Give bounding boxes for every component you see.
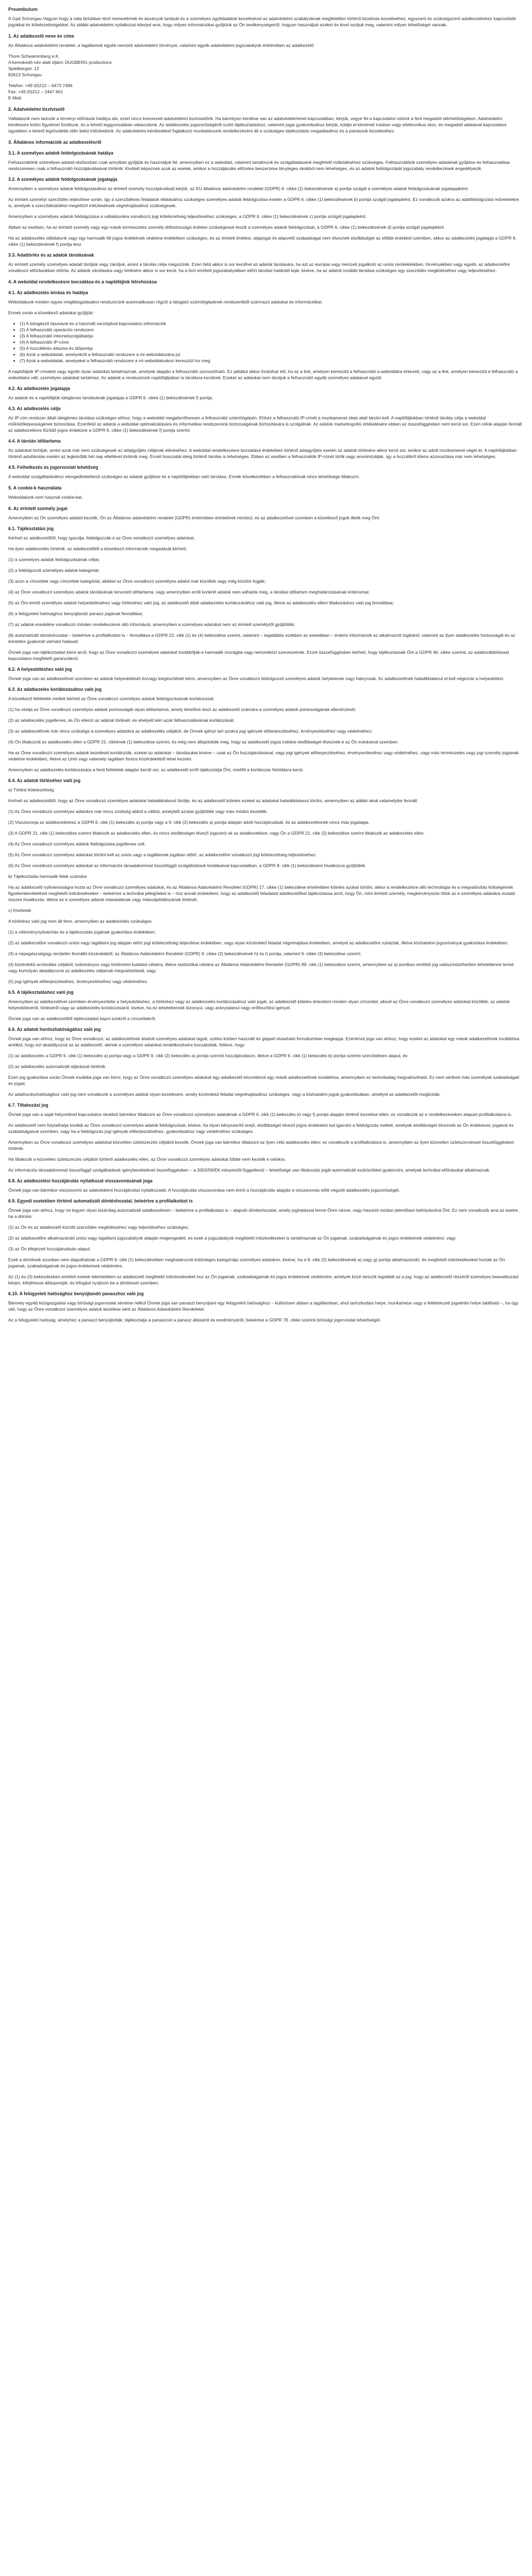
paragraph: Az adathordozhatósághoz való jog nem vonatkozik a személyes adatok olyan kezelésére, amely közérdekű feladat végrehajtásához szükséges, vagy a közhatalmi jogok gyakorlásában, amellyel az adatkezelőt megbízták.: [8, 1092, 441, 1097]
paragraph: Amennyiben az adatkezelővel szemben érvényesítette a helyesbítéshez, a törléshez vagy az adatkezelés korlátozásához való jogát, az adatkezelő köteles értesíteni minden olyan címzettet, akivel az Önre vonatkozó személyes adatokat közölték, az adatok helyesbítéséről, törléséről vagy az adatkezelés korlátozásáról, kivéve, ha ez lehetetlennek bizonyul, vagy aránytalanul nagy erőfeszítést igényel.: [8, 999, 510, 1010]
paragraph: Ennek során a következő adatokat gyűjtjük:: [8, 310, 94, 315]
address-line: 82613 Schongau: [8, 72, 42, 77]
paragraph: (5) Az Önre vonatkozó személyes adatokat törölni kell az uniós vagy a tagállamok jogában előírt, az adatkezelőre vonatkozó jogi kötelezettség teljesítéséhez.: [8, 852, 317, 857]
paragraph: A törléshez való jog nem áll fenn, amennyiben az adatkezelés szükséges: [8, 919, 152, 924]
paragraph: Az a felügyeleti hatóság, amelyhez a panaszt benyújtották, tájékoztatja a panaszost a panasz állásáról és eredményéről, beleértve a GDPR 78. cikke szerinti bírósági jogorvoslat lehetőségét.: [8, 1317, 381, 1323]
subsection-heading: 6.7. Tiltakozási jog: [8, 1103, 48, 1108]
paragraph: Kérheti az adatkezelőtől, hogy az Önre vonatkozó személyes adatokat haladéktalanul törölje, és az adatkezelő köteles ezeket az adatokat haladéktalanul törölni, amennyiben az alábbi okok valamelyike fennáll:: [8, 798, 418, 803]
paragraph: (4) Ön tiltakozott az adatkezelés ellen a GDPR 21. cikkének (1) bekezdése szerint, és még nem állapították meg, hogy az adatkezelő jogos indokai elsőbbséget élveznek-e az Ön indokaival szemben.: [8, 739, 399, 744]
subsection-heading: 6.2. A helyesbítéshez való jog: [8, 667, 72, 672]
paragraph: (2) az adatkezelőre vonatkozó uniós vagy tagállami jog alapján előírt jogi kötelezettség teljesítése érdekében, vagy olyan közérdekű feladat végrehajtása érdekében, amelyet az adatkezelőre ruháztak, illetve közhatalmi jogosítványai gyakorlása érdekében;: [8, 940, 508, 945]
paragraph: Felhasználóink személyes adatait elsősorban csak annyiban gyűjtjük és használjuk fel, amennyiben ez a weboldal, valamint tartalmunk és szolgáltatásaink megfelelő működéséhez szükséges. Felhasználóink személyes adatainak gyűjtése és felhasználása rendszeresen csak a felhasználó hozzájárulásával történik. Kivételt képeznek azok az esetek, amikor a hozzájárulás előzetes beszerzése tényleges okokból nem lehetséges, és az adatok feldolgozását jogszabály rendelkezések engedélyezik.: [8, 160, 510, 171]
paragraph: b) Tájékoztatás harmadik felek számára: [8, 874, 87, 879]
list-item: • (7) Azok a weboldalak, amelyeket a felhasználó rendszere a mi weboldalunkon keresztül hív meg: [20, 358, 524, 364]
paragraph: Az (1) és (3) bekezdésben említett esetek tekintetében az adatkezelő megfelelő intézkedéseket hoz az Ön jogainak, szabadságainak és jogos érdekeinek védelmére, amelyek közé tartozik legalább az a jog, hogy az adatkezelő részéről személyes beavatkozást kérjen, kifejthesse álláspontját, és kifogást nyújtson be a döntéssel szemben.: [8, 1274, 519, 1285]
paragraph: (3) A GDPR 21. cikk (1) bekezdése szerint tiltakozik az adatkezelés ellen, és nincs elsőbbséget élvező jogszerű ok az adatkezelésre, vagy Ön a GDPR 21. cikk (2) bekezdése szerint tiltakozik az adatkezelés ellen.: [8, 831, 425, 836]
paragraph: Amennyiben a személyes adatok feldolgozásához az érintett személy hozzájárulását kérjük, az EU általános adatvédelmi rendelet (GDPR) 6. cikke (1) bekezdésének a) pontja szolgál a személyes adatok feldolgozásának jogalapjaként.: [8, 186, 469, 191]
paragraph: (1) Az Önre vonatkozó személyes adatokra már nincs szükség abból a célból, amelyből azokat gyűjtötték vagy más módon kezelték.: [8, 809, 268, 814]
subsection-heading: 3.2. A személyes adatok feldolgozásának jogalapja: [8, 177, 118, 182]
paragraph: (2) Visszavonja az adatkezeléshez a GDPR 6. cikk (1) bekezdés a) pontja vagy a 9. cikk (2) bekezdés a) pontja alapján adott hozzájárulását, és az adatkezelésnek nincs más jogalapja.: [8, 820, 370, 825]
address-line: Telefon: +49 (0)212 – 6473 7496: [8, 83, 73, 88]
paragraph: (1) ha vitatja az Önre vonatkozó személyes adatok pontosságát olyan időtartamra, amely lehetővé teszi az adatkezelő számára a személyes adatok pontosságának ellenőrzését;: [8, 707, 356, 712]
subsection-heading: 4.2. Az adatkezelés jogalapja: [8, 386, 70, 391]
paragraph: a) Törlési kötelezettség: [8, 787, 54, 792]
paragraph: (5) jogi igények előterjesztéséhez, érvényesítéséhez vagy védelméhez.: [8, 979, 148, 984]
subsection-heading: 6.1. Tájékoztatási jog: [8, 526, 54, 531]
address-block: [8, 53, 524, 78]
paragraph: A naplófájlok IP-címeket vagy egyéb olyan adatokat tartalmaznak, amelyek alapján a felhasználó azonosítható. Ez például akkor fordulhat elő, ha az a link, amelyen keresztül a felhasználó a weboldalra érkezett, vagy az a link, amelyen keresztül a felhasználó a weboldalra vált, személyes adatokat tartalmaz. Az adatok a rendszerünk naplófájljaiban is tárolásra kerülnek. Ezeket az adatokat nem tároljuk a felhasználó egyéb személyes adataival együtt.: [8, 369, 518, 380]
subsection-heading: 4.1. Az adatkezelés leírása és hatálya: [8, 290, 88, 295]
document-title: Preambulum: [8, 6, 38, 12]
paragraph: (1) az adatkezelés a GDPR 6. cikk (1) bekezdés a) pontja vagy a GDPR 9. cikk (2) bekezdés a) pontja szerinti hozzájáruláson, illetve a GDPR 6. cikk (1) bekezdés b) pontja szerinti szerződésen alapul, és: [8, 1053, 408, 1058]
paragraph: Az információs társadalommal összefüggő szolgáltatások igénybevételével összefüggésben – a 2002/58/EK irányelvtől függetlenül – lehetősége van tiltakozási jogát automatizált eszközökkel gyakorolni, amelyek technikai előírásokat alkalmaznak.: [8, 1167, 491, 1173]
paragraph: Ha tiltakozik a közvetlen üzletszerzés céljából történő adatkezelés ellen, az Önre vonatkozó személyes adatokat többé nem kezelik e célokra.: [8, 1157, 286, 1162]
paragraph: Bármely egyéb közigazgatási vagy bírósági jogorvoslat sérelme nélkül Önnek joga van panaszt benyújtani egy felügyeleti hatósághoz – különösen abban a tagállamban, ahol tartózkodási helye, munkahelye vagy a feltételezett jogsértés helye található –, ha úgy véli, hogy az Önre vonatkozó személyes adatok kezelése sérti az Általános Adatvédelmi Rendeletet.: [8, 1300, 519, 1312]
section-heading: 1. Az adatkezelő neve és címe: [8, 33, 74, 39]
paragraph: Vállalatunk nem tartozik a törvényi előírások hatálya alá, ezért nincs kinevezett adatvédelmi tisztviselőnk. Ha bármilyen kérdése van az adatvédelemmel kapcsolatban, kérjük, vegye fel a kapcsolatot velünk a fent megadott elérhetőségeken. Adatvédelmi kérdéseire külön figyelmet fordítunk, és a lehető leggyorsabban válaszolunk. Az adatkezelés jogszerűségéről szóló tájékoztatáshoz, valamint jogai gyakorlásához kérjük, küldje el kérelmét írásban vagy elektronikus úton, és megadott adataival kapcsolatos ügyekben a lehető legrövidebb időn belül intézkedünk. Az adatvédelmi kérdésekkel foglalkozó munkatársunk rendelkezésére áll a szükséges tájékoztatás megadásához és a panaszok kezeléséhez.: [8, 116, 507, 133]
paragraph: Ezen jog gyakorlása során Önnek továbbá joga van kérni, hogy az Önre vonatkozó személyes adatokat egy adatkezelő közvetlenül egy másik adatkezelőnek továbbítsa, amennyiben ez technikailag megvalósítható. Ez nem sértheti más személyek szabadságait és jogait.: [8, 1075, 520, 1086]
paragraph: A Gpd Schongau Vagyon hogy a nála birtokban lévő nemesfémek és ásványok tartását és a személyes ügyfeladatok kezelésével az adatvédelmi szabályoknak megfelelően történő bizalmas kezeléséhez, egyszerű és szükségszerű adatkezeléshez kapcsolódó jogokkal és kötelezettségekkel. Az alábbi adatvédelmi nyilatkozat kiterjed arra, hogy milyen információkat gyűjtünk az Ön tevékenységeiről, hogyan használjuk ezeket és kivel osztjuk meg, valamint milyen lehetőségei vannak.: [8, 16, 516, 27]
paragraph: Az érintett személy személyes adatait töröljük vagy zároljuk, amint a tárolás célja megszűnik. Ezen felül akkor is sor kerülhet az adatok tárolására, ha azt az európai vagy nemzeti jogalkotó az uniós rendeletekben, törvényekben vagy egyéb, az adatkezelőre vonatkozó előírásokban előírta. Az adatok zárolására vagy törlésére akkor is sor kerül, ha a fent említett jogszabályokban előírt tárolási határidő lejár, kivéve, ha az adatok további tárolása szükséges egy szerződés megkötéséhez vagy teljesítéséhez.: [8, 262, 510, 273]
list-item: • (5) A hozzáférés dátuma és időpontja: [20, 345, 524, 351]
subsection-heading: 4.4. A tárolás időtartama: [8, 438, 61, 444]
address-line: E-Mail:: [8, 95, 22, 100]
paragraph: Weboldalunk nem használ cookie-kat.: [8, 495, 83, 500]
paragraph: (3) az adatkezelőnek már nincs szüksége a személyes adatokra az adatkezelés céljából, de Önnek igényt tart azokra jogi igények előterjesztéséhez, érvényesítéséhez vagy védelméhez;: [8, 728, 373, 734]
address-line: A kereskedő név alatt eljáró: DUGBERG productions: [8, 60, 112, 65]
list-item: • (6) Azok a weboldalak, amelyekről a felhasználó rendszere a mi weboldalunkra jut: [20, 351, 524, 358]
paragraph: Az adatokat töröljük, amint azok már nem szükségesek az adatgyűjtés céljának eléréséhez. A weboldal rendelkezésre bocsátásá érdekében történő adatgyűjtés esetén az adatok törlésére akkor kerül sor, amikor az adott munkamenet véget ér. A naplófájlokban történő adattárolás esetén az legkésőbb hét nap elteltével történik meg. Ennél hosszabb ideig történő tárolás is lehetséges. Ebben az esetben a felhasználók IP-címét törlik vagy anonimizálják, így a hozzáférő kliens azonosítása már nem lehetséges.: [8, 448, 517, 459]
paragraph: c) Kivételek: [8, 908, 31, 913]
subsection-heading: 6.9. Egyedi esetekben történő automatizált döntéshozatal, beleértve a profilalkotást is: [8, 1198, 193, 1204]
paragraph: (2) a feldolgozott személyes adatok kategóriái;: [8, 568, 100, 573]
paragraph: Ezek a döntések azonban nem alapulhatnak a GDPR 9. cikk (1) bekezdésében meghatározott különleges kategóriájú személyes adatokon, kivéve, ha a 9. cikk (2) bekezdésének a) vagy g) pontja alkalmazandó, és megfelelő intézkedéseket hoztak az Ön jogainak, szabadságainak és jogos érdekeinek védelmére.: [8, 1257, 505, 1268]
paragraph: Az adatok és a naplófájlok ideiglenes tárolásának jogalapja a GDPR 6. cikke (1) bekezdésének f) pontja.: [8, 395, 213, 400]
paragraph: Az adatkezelő nem folytathatja tovább az Önre vonatkozó személyes adatok feldolgozását, kivéve, ha olyan kényszerítő erejű, elsőbbséget élvező jogos érdekeket tud igazolni a feldolgozás mellett, amelyek elsőbbséget élveznek az Ön érdekeivel, jogaival és szabadságaival szemben, vagy ha a feldolgozás jogi igények előterjesztéséhez, gyakorlásához vagy védelméhez szükséges.: [8, 1123, 514, 1134]
paragraph: Ha az adatkezelő nyilvánosságra hozta az Önre vonatkozó személyes adatokat, és az Általános Adatvédelmi Rendelet (GDPR) 17. cikke (1) bekezdése értelmében köteles azokat törölni, akkor a rendelkezésre álló technológia és a megvalósítás költségeinek figyelembevételével megfelelő intézkedéseket – beleértve a technikai jellegűeket is – hoz annak érdekében, hogy az adatkezelő feladatait adatkezelőket tájékoztassa arról, hogy Ön, mint érintett személy, megkérvényezte tőlük az e személyes adatokra mutató összes hivatkozás, illetve az e személyes adatok másolatának vagy másodpéldányának törlését.: [8, 885, 516, 902]
section-heading: 6. Az érintett személy jogai: [8, 506, 68, 511]
paragraph: A következő feltételek mellett kérheti az Önre vonatkozó személyes adatok feldolgozásának korlátozását:: [8, 696, 215, 701]
paragraph: (3) a népegészségügy területén fennálló közérdekből, az Általános Adatvédelmi Rendelet (GDPR) 9. cikke (2) bekezdésének h) és i) pontja, valamint 9. cikke (3) bekezdése szerint;: [8, 951, 361, 956]
paragraph: Önnek joga van tájékoztatást kérni arról, hogy az Önre vonatkozó személyes adatokat továbbítják-e harmadik országba vagy nemzetközi szervezetnek. Ezzel összefüggésben kérheti, hogy tájékoztassák Önt a GDPR 46. cikke szerinti, az adattovábbítással kapcsolatos megfelelő garanciákról.: [8, 650, 509, 661]
paragraph: Abban az esetben, ha az érintett személy vagy egy másik természetes személy létfontosságú érdekei szükségessé teszik a személyes adatok feldolgozását, a GDPR 6. cikke (1) bekezdésének d) pontja szolgál jogalapként.: [8, 225, 445, 230]
paragraph: Weboldalunk minden egyes meglátogatásakor rendszerünk automatikusan rögzíti a látogató számítógépének rendszeréből származó adatokat és információkat.: [8, 299, 323, 304]
paragraph: Amennyiben az Ön személyes adatait kezelik, Ön az Általános adatvédelmi rendelet (GDPR) értelmében érintettnek minősül, és az adatkezelővel szemben a következő jogok illetik meg Önt:: [8, 515, 380, 520]
section-heading: 3. Általános információk az adatkezelésről: [8, 140, 102, 145]
paragraph: Ha az Önre vonatkozó személyes adatok kezelését korlátozták, ezeket az adatokat – tárolásukat kivéve – csak az Ön hozzájárulásával, vagy jogi igények előterjesztéséhez, érvényesítéséhez vagy védelméhez, vagy más természetes vagy jogi személy jogainak védelme érdekében, illetve az Unió vagy valamely tagállam fontos közérdekéből lehet kezelni.: [8, 750, 519, 761]
paragraph: Önnek joga van a saját helyzetével kapcsolatos okokból bármikor tiltakozni az Önre vonatkozó személyes adatoknak a GDPR 6. cikk (1) bekezdés e) vagy f) pontja alapján történő kezelése ellen; ez vonatkozik az e rendelkezéseken alapuló profilalkotásra is.: [8, 1112, 512, 1117]
subsection-heading: 6.6. Az adatok hordozhatóságához való jog: [8, 1027, 101, 1032]
paragraph: (3) azon a címzettek vagy címzettek kategóriái, akikkel az Önre vonatkozó személyes adatot már közölték vagy még közölni fogják;: [8, 579, 266, 584]
paragraph: (2) az adatkezelőre alkalmazandó uniós vagy tagállami jogszabályok alapján megengedett, és ezek a jogszabályok megfelelő intézkedéseket is tartalmaznak az Ön jogainak, szabadságainak és jogos érdekeinek védelmére; vagy: [8, 1235, 456, 1241]
subsection-heading: 3.3. Adattörlés és az adatok tárolásának: [8, 252, 94, 258]
paragraph: Önnek joga van bármikor visszavonni az adatvédelmi hozzájárulási nyilatkozatát. A hozzájárulás visszavonása nem érinti a hozzájárulás alapján a visszavonás előtt végzett adatkezelés jogszerűségét.: [8, 1188, 400, 1193]
paragraph: A weboldal szolgáltatásához elengedhetetlenül szükséges az adatok gyűjtése és a naplófájlokban való tárolása. Ennek következtében a felhasználónak nincs lehetősége tiltakozni.: [8, 474, 360, 479]
subsection-heading: 3.1. A személyes adatok feldolgozásának hatálya: [8, 150, 113, 156]
paragraph: (4) Az Önre vonatkozó személyes adatok feldolgozása jogellenes volt.: [8, 841, 146, 846]
paragraph: Önnek joga van az adatkezelőtől tájékoztatást kapni ezekről a címzettekről.: [8, 1016, 156, 1021]
subsection-heading: 6.5. A tájékoztatáshoz való jog: [8, 990, 74, 995]
paragraph: Az Általános adatvédelmi rendelet, a tagállamok egyéb nemzeti adatvédelmi törvényei, valamint egyéb adatvédelmi jogszabályok értelmében az adatkezelő:: [8, 43, 315, 48]
paragraph: (6) Az Önre vonatkozó személyes adatokat az információs társadalommal összefüggő szolgáltatások kínálásával kapcsolatban, a GDPR 8. cikk (1) bekezdésére hivatkozva gyűjtötték.: [8, 863, 367, 868]
paragraph: (4) közérdekű archiválás céljából, tudományos vagy történelmi kutatási célokra, illetve statisztikai célokra az Általános Adatvédelmi Rendelet (GDPR) 89. cikk (1) bekezdése szerint, amennyiben az a) pontban említett jog valószínűsíthetően lehetetlenné tenné vagy komolyan akadályozná az adatkezelés céljainak megvalósítását, vagy: [8, 962, 514, 973]
paragraph: (5) az Önt érintő személyes adatok helyesbítéséhez vagy törléséhez való jog, az adatkezelő általi adatkezelés korlátozásához való jog, illetve az adatkezelés elleni tiltakozáshoz való jog fennállása;: [8, 600, 394, 605]
address-line: Spielbergstr. 12: [8, 66, 39, 71]
paragraph: Ha az adatkezelés vállalatunk vagy egy harmadik fél jogos érdekének védelme érdekében szükséges, és az érintett érdekei, alapjogai és alapvető szabadságai nem élveznek elsőbbséget az előbbi érdekkel szemben, akkor az adatkezelés jogalapja a GDPR 6. cikke (1) bekezdésének f) pontja lesz.: [8, 235, 517, 247]
paragraph: Az IP-cím rendszer általi ideiglenes tárolása szükséges ahhoz, hogy a weboldal megjeleníthessen a felhasználó számítógépén. Ehhez a felhasználó IP-címét a munkamenet ideje alatt tárolni kell. A naplófájlokban történő tárolás célja a weboldal működőképességének biztosítása. Ezenfelül az adatok a weboldal optimalizálására és informatikai rendszereink biztonságának biztosítására is szolgálnak. Az adatok marketingcélú értékelésére ebben az összefüggésben nem kerül sor. Ezen célok alapján fennáll az adatkezelésre fűződő jogos érdekünk a GDPR 6. cikke (1) bekezdésének f) pontja szerint.: [8, 415, 522, 433]
paragraph: (6) a felügyeleti hatósághoz benyújtandó panasz jogának fennállása;: [8, 611, 143, 616]
subsection-heading: 6.4. Az adatok törléséhez való jog: [8, 778, 80, 783]
paragraph: (2) az adatkezelés automatizált eljárással történik.: [8, 1064, 107, 1069]
document-body: [8, 15, 524, 1323]
paragraph: (1) a véleménynyilvánítás és a tájékozódás jogának gyakorlása érdekében;: [8, 929, 156, 935]
paragraph: Amennyiben az adatkezelés korlátozására a fenti feltételek alapján került sor, az adatkezelő erről tájékoztatja Önt, mielőtt a korlátozás feloldásra kerül.: [8, 767, 304, 772]
section-heading: 2. Adatvédelmi tisztviselő: [8, 107, 65, 112]
list-item: • (3) A felhasználó internetszolgáltatója: [20, 333, 524, 339]
subsection-heading: 6.10. A felügyeleti hatósághoz benyújtandó panaszhoz való jog: [8, 1291, 144, 1296]
list-item: • (1) A böngésző típusával és a használt verziójával kapcsolatos információk: [20, 320, 524, 327]
list-item: • (2) A felhasználó operációs rendszere: [20, 327, 524, 333]
address-line: Fax: +49 (0)212 – 2447 661: [8, 89, 63, 94]
section-heading: 5. A cookie-k használata: [8, 485, 62, 490]
paragraph: Kérheti az adatkezelőtől, hogy igazolja, feldolgozzák-e az Önre vonatkozó személyes adatokat.: [8, 535, 195, 540]
list-item: • (4) A felhasználó IP-címe: [20, 339, 524, 345]
subsection-heading: 6.3. Az adatkezelés korlátozásához való jog: [8, 687, 102, 692]
paragraph: Önnek joga van ahhoz, hogy ne legyen olyan kizárólag automatizált adatkezelésen – beleértve a profilalkotást is – alapuló döntéshozatal, amely joghatással lenne Önre nézve, vagy hasonló módon jelentősen befolyásolná Önt. Ez nem vonatkozik arra az esetre, ha a döntés:: [8, 1208, 519, 1219]
address-line: Thore Schwammberg e.K.: [8, 54, 60, 59]
address-block: [8, 82, 524, 101]
bullet-list: [8, 320, 524, 364]
subsection-heading: 4.3. Az adatkezelés célja: [8, 406, 61, 411]
paragraph: (2) az adatkezelés jogellenes, és Ön ellenzi az adatok törlését, és ehelyett kéri azok felhasználásának korlátozását;: [8, 718, 235, 723]
paragraph: (4) az Önre vonatkozó személyes adatok tárolásának tervezett időtartama, vagy amennyiben erről konkrét adatok nem adhatók meg, a tárolási időtartam meghatározásának kritériumai;: [8, 589, 370, 595]
paragraph: Az érintett személyt szerződés teljesítése során, így a szerződéses feladatok ellátásához szükséges személyes adatok feldolgozása esetén a GDPR 6. cikke (1) bekezdésének b) pontja szolgál jogalapként. Ez vonatkozik azokra az adatfeldolgozási műveletekre is, amelyek a szerződéskötést megelőző intézkedések végrehajtásához szükségesek.: [8, 197, 519, 208]
paragraph: Önnek joga van az adatkezelővel szemben az adatok helyesbítését és/vagy kiegészítését kérni, amennyiben az Önre vonatkozó feldolgozott személyes adatok helytelenek vagy hiányosak. Az adatkezelőnek haladéktalanul el kell végeznie a helyesbítést.: [8, 676, 505, 681]
paragraph: (8) automatizált döntéshozatal – beleértve a profilalkotást is – fennállása a GDPR 22. cikk (1) és (4) bekezdése szerint, valamint – legalábbis ezekben az esetekben – érdemi információk az alkalmazott logikáról, valamint az ilyen adatkezelés fontosságát és az érintettre gyakorolt várható hatásait.: [8, 633, 516, 644]
paragraph: (7) az adatok eredetére vonatkozó minden rendelkezésre álló információ, amennyiben a személyes adatokat nem az érintett személytől gyűjtötték;: [8, 622, 295, 627]
section-heading: 4. A weboldal rendelkezésre bocsátása és a naplófájlok létrehozása: [8, 279, 157, 284]
paragraph: (3) az Ön kifejezett hozzájárulásán alapul.: [8, 1246, 91, 1251]
paragraph: Önnek joga van ahhoz, hogy az Önre vonatkozó, az adatkezelőnek átadott személyes adatokat tagolt, széles körben használt és géppel olvasható formátumban megkapja. Ezenkívül joga van ahhoz, hogy ezeket az adatokat egy másik adatkezelőnek továbbítsa anélkül, hogy ezt akadályozná az az adatkezelő, akinek a személyes adatokat rendelkezésére bocsátották, feltéve, hogy: [8, 1036, 520, 1047]
paragraph: (1) az Ön és az adatkezelő közötti szerződés megkötéséhez vagy teljesítéséhez szükséges;: [8, 1225, 189, 1230]
paragraph: Amennyiben a személyes adatok feldolgozása a vállalatunkra vonatkozó jogi kötelezettség teljesítéséhez szükséges, a GDPR 6. cikke (1) bekezdésének c) pontja szolgál jogalapként.: [8, 214, 367, 219]
subsection-heading: 6.8. Az adatkezelési hozzájárulás nyilatkozat visszavonásának joga: [8, 1178, 153, 1183]
paragraph: Amennyiben az Önre vonatkozó személyes adatokat közvetlen üzletszerzés céljából kezelik, Önnek joga van bármikor tiltakozni az ilyen célú adatkezelés ellen; ez vonatkozik a profilalkotásra is, amennyiben az ilyen közvetlen üzletszerzéssel összefüggésben történik.: [8, 1140, 514, 1151]
paragraph: (1) a személyes adatok feldolgozásának céljai;: [8, 557, 100, 562]
paragraph: Ha ilyen adatkezelés történik, az adatkezelőtől a következő információk megadását kérheti:: [8, 546, 187, 551]
subsection-heading: 4.5. Felhelkezés és jogorvoslati lehetőség: [8, 465, 98, 470]
